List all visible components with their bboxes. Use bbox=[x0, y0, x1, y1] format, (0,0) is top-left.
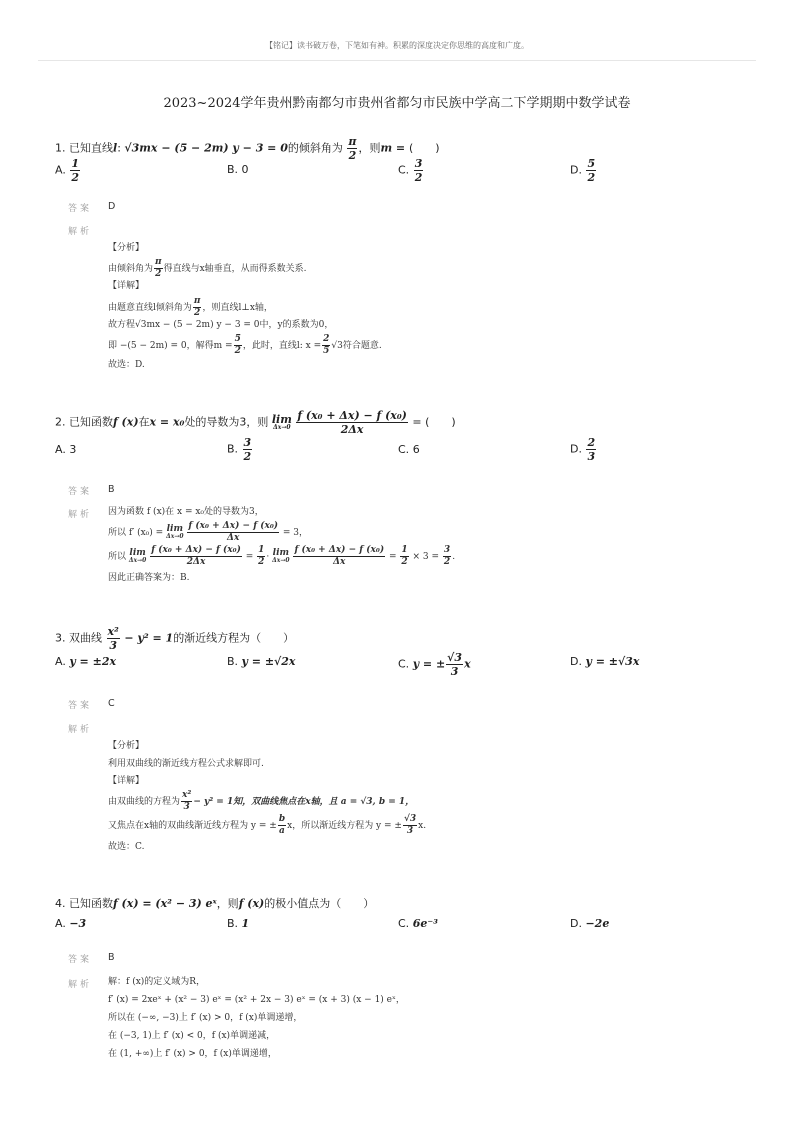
q3-sol-l3: 又焦点在x轴的双曲线渐近线方程为 y = ± $\frac{b}{a}$ x，所以渐近线方程为 y = ± $\frac{√3}{3}$ x. bbox=[108, 814, 427, 836]
q3-answer-value: C bbox=[108, 698, 115, 709]
q1-sol-l1: 由倾斜角为 $\frac{\pi}{2}$ 得直线与x轴垂直，从而得系数关系. bbox=[108, 257, 307, 279]
q2-answer-value: B bbox=[108, 484, 115, 495]
q1-answer-label: 答案 bbox=[68, 204, 93, 214]
q1-line-name: l bbox=[113, 141, 118, 155]
page-title: 2023~2024学年贵州黔南都匀市贵州省都匀市民族中学高二下学期期中数学试卷 bbox=[163, 96, 631, 111]
q2-option-c[interactable]: C. 6 bbox=[398, 443, 420, 456]
q2-analysis-label: 解析 bbox=[68, 510, 93, 520]
q3-option-c[interactable]: C. y = ± $\frac{√3}{3}$ x bbox=[398, 651, 471, 678]
q1-sol-l3: 故方程√3mx − (5 − 2m) y − 3 = 0中，y的系数为0， bbox=[108, 320, 334, 330]
q1-analysis-label: 解析 bbox=[68, 227, 93, 237]
q1-pre: 1. 已知直线 bbox=[55, 141, 113, 155]
q3-answer-label: 答案 bbox=[68, 701, 93, 711]
q4-sol-l3: 所以在 (−∞, −3)上 f′ (x) > 0，f (x)单调递增， bbox=[108, 1013, 303, 1023]
q2-option-b[interactable]: B. $\frac{3}{2}$ bbox=[227, 436, 252, 463]
q4-answer-label: 答案 bbox=[68, 955, 93, 965]
q3-sol-h1: 【分析】 bbox=[108, 741, 145, 751]
question-4-stem: 4. 已知函数f (x) = (x² − 3) eˣ，则f (x)的极小值点为（ ） bbox=[55, 897, 375, 910]
q2-sol-l3: 所以 lim Δx→0 $\frac{\text{f (x₀ + Δx) − f (x₀)}}{2\Delta x}$ = $\frac{1}{2}$ · lim Δx→0 $\frac{\text{f (x₀ + Δx) − f (x₀)}}{\Delta x}$ = $\frac{1}{2}$ × 3 = $\frac{3}{2}$ . bbox=[108, 545, 456, 567]
q3-analysis-label: 解析 bbox=[68, 725, 93, 735]
q4-option-b[interactable]: B. 1 bbox=[227, 917, 250, 930]
q2-answer-label: 答案 bbox=[68, 487, 93, 497]
q1-sol-l5: 故选：D. bbox=[108, 360, 145, 370]
q2-fraction: $\frac{\text{f (x₀ + Δx) − f (x₀)}}{2\Delta x}$ bbox=[297, 409, 407, 436]
q2-limit: lim Δx→0 bbox=[271, 413, 292, 431]
question-3-stem: 3. 双曲线 $\frac{\text{x²}}{3}$ − y² = 1的渐近线方程为（ ） bbox=[55, 625, 295, 652]
question-2-stem: 2. 已知函数f (x)在x = x₀处的导数为3，则 lim Δx→0 $\frac{\text{f (x₀ + Δx) − f (x₀)}}{2\Delta x}$ = ( ) bbox=[55, 409, 456, 436]
q4-option-c[interactable]: C. 6e⁻³ bbox=[398, 917, 438, 930]
q1-option-a[interactable]: A. $\frac{1}{2}$ bbox=[55, 157, 79, 184]
q1-tail: ，则 bbox=[358, 141, 381, 155]
q1-sol-l2: 由题意直线l倾斜角为 $\frac{\pi}{2}$ ，则直线l⊥x轴， bbox=[108, 296, 273, 318]
q1-option-c[interactable]: C. $\frac{3}{2}$ bbox=[398, 157, 423, 184]
q1-sol-l4: 即 −(5 − 2m) = 0，解得m = $\frac{5}{2}$ ，此时，直线l: x = $\frac{2}{5}$ √3符合题意. bbox=[108, 334, 382, 356]
q1-colon: : bbox=[117, 141, 121, 155]
q1-equation: √3mx − (5 − 2m) y − 3 = 0 bbox=[124, 141, 288, 155]
q3-sol-l1: 利用双曲线的渐近线方程公式求解即可. bbox=[108, 759, 264, 769]
q4-analysis-label: 解析 bbox=[68, 980, 93, 990]
q1-option-d[interactable]: D. $\frac{5}{2}$ bbox=[570, 157, 596, 184]
q1-option-b[interactable]: B. 0 bbox=[227, 163, 249, 176]
q2-sol-l2: 所以 f′ (x₀) = lim Δx→0 $\frac{\text{f (x₀ + Δx) − f (x₀)}}{\Delta x}$ = 3， bbox=[108, 521, 309, 543]
q1-answer-value: D bbox=[108, 201, 116, 212]
q1-mid: 的倾斜角为 bbox=[287, 141, 343, 155]
q3-option-d[interactable]: D. y = ±√3x bbox=[570, 655, 640, 668]
q3-sol-l2: 由双曲线的方程为 $\frac{\text{x²}}{3}$ − y² = 1知，双曲线焦点在x轴，且 a = √3, b = 1， bbox=[108, 790, 415, 812]
header-divider bbox=[38, 60, 756, 61]
q3-sol-l4: 故选：C. bbox=[108, 842, 145, 852]
q2-option-d[interactable]: D. $\frac{2}{3}$ bbox=[570, 436, 596, 463]
q4-answer-value: B bbox=[108, 952, 115, 963]
q3-sol-h2: 【详解】 bbox=[108, 776, 145, 786]
header-motto: 【铭记】读书破万卷，下笔如有神。积累的深度决定你思维的高度和广度。 bbox=[265, 41, 529, 50]
q2-sol-l1: 因为函数 f (x)在 x = x₀处的导数为3， bbox=[108, 507, 264, 517]
q4-sol-l2: f′ (x) = 2xeˣ + (x² − 3) eˣ = (x² + 2x − 3) eˣ = (x + 3) (x − 1) eˣ， bbox=[108, 995, 405, 1005]
q1-sol-h2: 【详解】 bbox=[108, 281, 145, 291]
q1-paren: ( ) bbox=[408, 141, 440, 155]
q2-option-a[interactable]: A. 3 bbox=[55, 443, 77, 456]
question-1-stem bbox=[55, 136, 440, 161]
q4-sol-l4: 在 (−3, 1)上 f′ (x) < 0，f (x)单调递减， bbox=[108, 1031, 276, 1041]
q1-pi-fraction: $\frac{\pi}{2}$ bbox=[348, 135, 357, 162]
q4-sol-l5: 在 (1, +∞)上 f′ (x) > 0，f (x)单调递增， bbox=[108, 1049, 277, 1059]
q2-sol-l4: 因此正确答案为：B. bbox=[108, 573, 190, 583]
q3-option-b[interactable]: B. y = ±√2x bbox=[227, 655, 296, 668]
q3-option-a[interactable]: A. y = ±2x bbox=[55, 655, 117, 668]
q4-sol-l1: 解：f (x)的定义域为R， bbox=[108, 977, 206, 987]
q4-option-d[interactable]: D. −2e bbox=[570, 917, 610, 930]
q4-option-a[interactable]: A. −3 bbox=[55, 917, 87, 930]
q1-sol-h1: 【分析】 bbox=[108, 243, 145, 253]
q1-m: m = bbox=[380, 141, 409, 155]
q3-fraction: $\frac{\text{x²}}{3}$ bbox=[107, 625, 119, 652]
